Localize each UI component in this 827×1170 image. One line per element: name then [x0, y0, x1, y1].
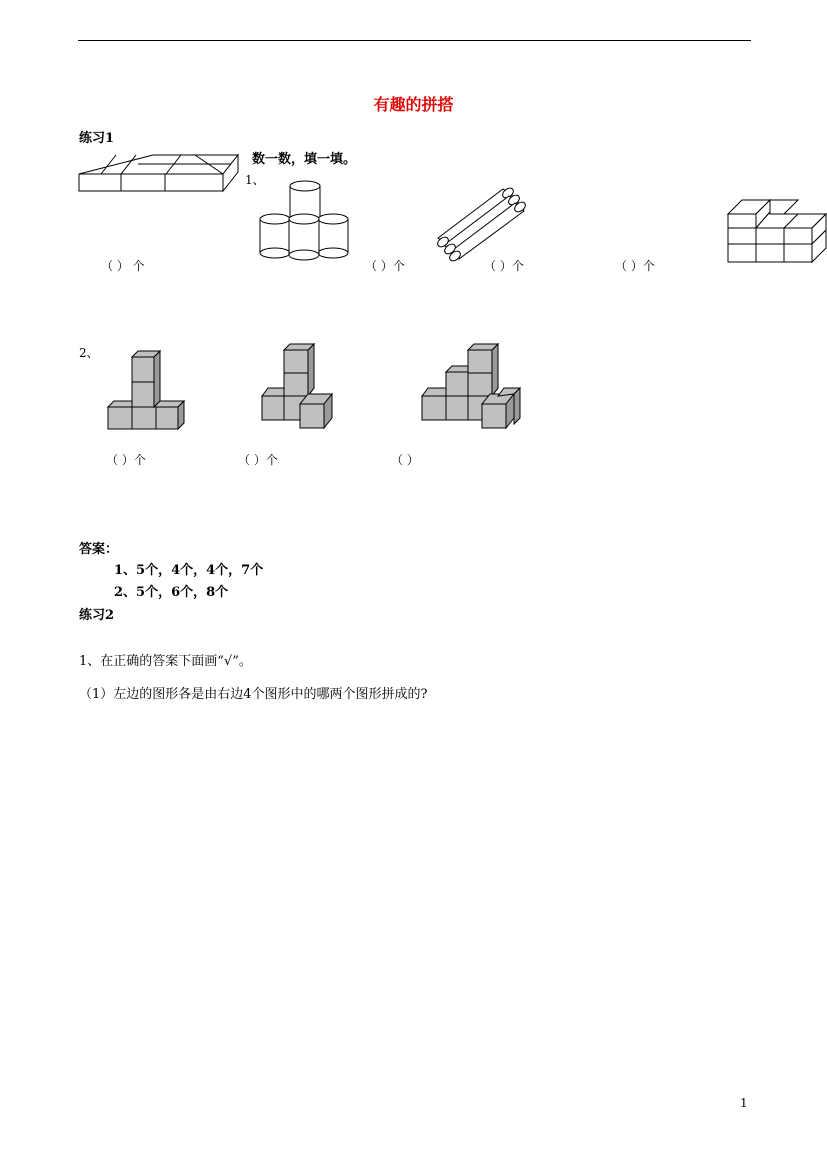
- cylinders-figure: [258, 178, 352, 260]
- q2-blank-3[interactable]: （ ）: [391, 453, 419, 467]
- answer-line-2: 2、5个，6个，8个: [114, 585, 229, 600]
- cube-stack-b: [260, 342, 342, 430]
- rods-figure: [432, 183, 527, 263]
- cube-stack-c: [420, 342, 524, 430]
- cube-stack-a: [106, 351, 186, 433]
- header-rule: [78, 40, 751, 41]
- practice1-instruction: 数一数，填一填。: [252, 152, 357, 167]
- page-title: 有趣的拼搭: [373, 95, 454, 114]
- q2-blank-2[interactable]: （ ）个: [238, 453, 278, 467]
- practice2-question-1-sub: （1）左边的图形各是由右边4个图形中的哪两个图形拼成的?: [79, 687, 428, 702]
- q1-blank-3[interactable]: （ ）个: [484, 259, 524, 273]
- q2-blank-1[interactable]: （ ）个: [106, 453, 146, 467]
- answer-line-1: 1、5个，4个，4个，7个: [114, 563, 264, 578]
- q1-blank-4[interactable]: （ ）个: [615, 259, 655, 273]
- practice2-question-1: 1、在正确的答案下面画“√”。: [79, 654, 252, 669]
- practice1-heading: 练习1: [79, 131, 115, 146]
- q1-blank-2[interactable]: （ ）个: [365, 259, 405, 273]
- q2-number: 2、: [79, 346, 99, 360]
- practice2-heading: 练习2: [79, 608, 115, 623]
- q1-blank-1[interactable]: （ ） 个: [101, 259, 145, 273]
- flat-blocks-figure: [78, 152, 243, 194]
- block-wall-figure: [726, 197, 827, 265]
- q1-number: 1、: [245, 173, 265, 187]
- answers-heading: 答案：: [79, 542, 119, 557]
- page-number: 1: [740, 1096, 748, 1110]
